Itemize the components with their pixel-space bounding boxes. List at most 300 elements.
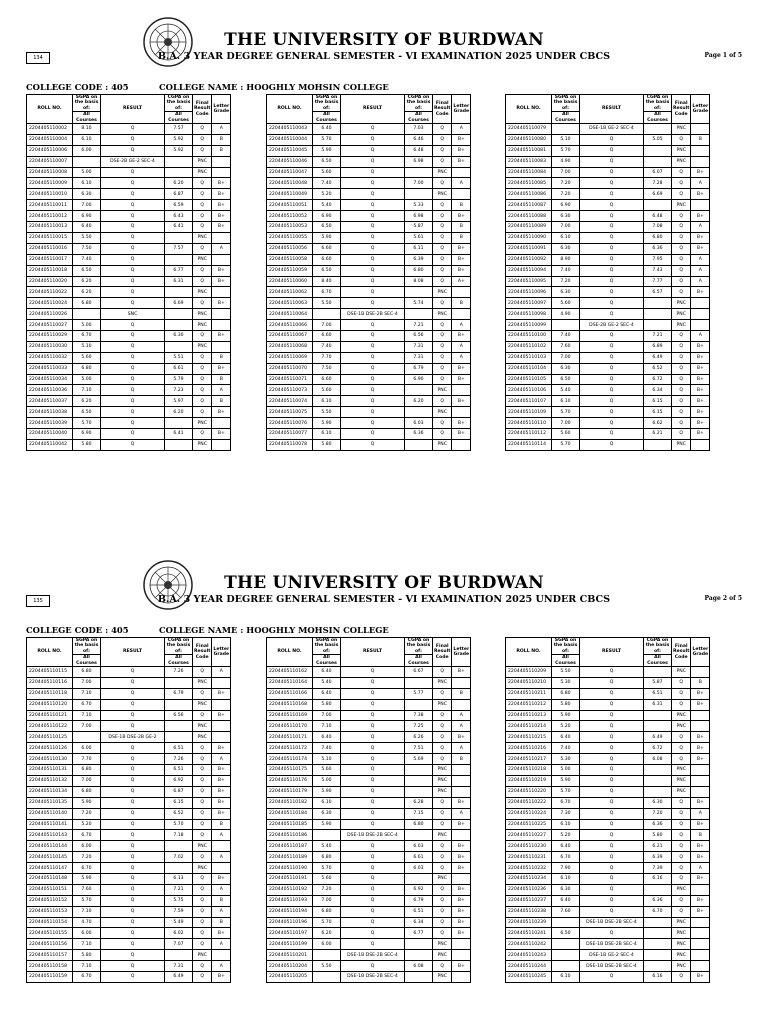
letter-grade-cell: B+ [452,363,471,374]
table-row [267,710,471,721]
sgpa-cell: 8.40 [313,276,341,287]
roll-no-cell: 2204405110105 [506,374,552,385]
roll-no-cell: 2204405110011 [27,200,73,211]
final-result-cell: Q [193,265,212,276]
result-cell: Q [101,178,165,189]
cgpa-cell [405,189,433,200]
header-all-courses: All Courses [552,112,580,124]
header-letter-grade: Letter Grade [452,638,471,667]
sgpa-cell: 6.40 [552,732,580,743]
cgpa-cell: 5.92 [165,145,193,156]
roll-no-cell: 2204405110191 [267,873,313,884]
roll-no-cell: 2204405110225 [506,819,552,830]
table-row [267,232,471,243]
result-cell: Q [101,754,165,765]
final-result-cell: Q [193,145,212,156]
roll-no-cell: 2204405110039 [27,418,73,429]
result-cell: Q [101,830,165,841]
roll-no-cell: 2204405110116 [27,677,73,688]
letter-grade-cell: B+ [212,808,231,819]
table-row [506,222,710,233]
roll-no-cell: 2204405110156 [27,939,73,950]
cgpa-cell: 5.75 [165,895,193,906]
final-result-cell: Q [193,819,212,830]
letter-grade-cell [691,939,710,950]
result-cell: Q [341,341,405,352]
final-result-cell: PNC [193,841,212,852]
letter-grade-cell: B [691,677,710,688]
university-title: THE UNIVERSITY OF BURDWAN [224,573,544,593]
roll-no-cell: 2204405110032 [27,352,73,363]
sgpa-cell: 7.60 [73,884,101,895]
roll-no-cell: 2204405110018 [27,265,73,276]
header-all-courses: All Courses [73,655,101,667]
letter-grade-cell: B+ [212,743,231,754]
letter-grade-cell [452,950,471,961]
sgpa-cell: 6.30 [552,243,580,254]
result-cell: Q [580,439,644,450]
letter-grade-cell: A [691,254,710,265]
sgpa-cell: 6.10 [73,178,101,189]
roll-no-cell: 2204405110063 [267,298,313,309]
cgpa-cell: 5.33 [405,200,433,211]
letter-grade-cell [212,254,231,265]
cgpa-cell [644,950,672,961]
table-row [506,819,710,830]
results-table [26,637,231,983]
result-cell: Q [580,418,644,429]
sgpa-cell: 5.90 [313,819,341,830]
final-result-cell: Q [672,971,691,982]
letter-grade-cell: B+ [212,407,231,418]
table-row [267,156,471,167]
table-row [267,396,471,407]
table-row [27,819,231,830]
result-sheet-page-2 [0,553,768,1024]
sgpa-cell: 6.40 [313,732,341,743]
header-result: RESULT [341,638,405,667]
roll-no-cell: 2204405110189 [267,852,313,863]
final-result-cell: Q [433,254,452,265]
final-result-cell: Q [672,254,691,265]
sgpa-cell: 6.10 [313,797,341,808]
roll-no-cell: 2204405110164 [267,677,313,688]
roll-no-cell: 2204405110175 [267,765,313,776]
roll-no-cell: 2204405110066 [267,320,313,331]
header-cgpa: CGPA on the basis of: [165,638,193,655]
final-result-cell: PNC [672,439,691,450]
roll-no-cell: 2204405110064 [267,309,313,320]
final-result-cell: PNC [672,765,691,776]
final-result-cell: PNC [433,189,452,200]
cgpa-cell: 7.77 [644,276,672,287]
header-roll-no: ROLL NO. [506,95,552,124]
letter-grade-cell: B+ [452,732,471,743]
table-row [506,352,710,363]
roll-no-cell: 2204405110062 [267,287,313,298]
roll-no-cell: 2204405110211 [506,688,552,699]
sgpa-cell: 5.70 [552,439,580,450]
cgpa-cell: 6.21 [644,841,672,852]
result-cell: Q [341,211,405,222]
letter-grade-cell [452,407,471,418]
cgpa-cell: 6.30 [644,797,672,808]
result-cell: Q [101,341,165,352]
final-result-cell: Q [433,906,452,917]
final-result-cell: PNC [193,677,212,688]
table-row [506,677,710,688]
result-cell: Q [341,200,405,211]
table-row [506,667,710,678]
sgpa-cell: 5.70 [552,145,580,156]
cgpa-cell: 6.20 [165,407,193,418]
letter-grade-cell: B+ [452,374,471,385]
sgpa-cell: 7.00 [552,222,580,233]
letter-grade-cell: B+ [212,873,231,884]
result-cell: Q [580,667,644,678]
table-row [506,200,710,211]
roll-no-cell: 2204405110069 [267,352,313,363]
final-result-cell: Q [433,819,452,830]
letter-grade-cell: B+ [212,276,231,287]
results-table [26,94,231,451]
final-result-cell: PNC [433,939,452,950]
letter-grade-cell: B+ [452,667,471,678]
table-row [27,754,231,765]
result-cell: Q [341,407,405,418]
cgpa-cell [405,950,433,961]
final-result-cell: Q [672,222,691,233]
sgpa-cell: 6.30 [552,884,580,895]
letter-grade-cell: A [212,961,231,972]
sgpa-cell: 7.00 [552,167,580,178]
letter-grade-cell [452,939,471,950]
final-result-cell: Q [193,928,212,939]
final-result-cell: Q [433,222,452,233]
cgpa-cell [165,699,193,710]
cgpa-cell [165,320,193,331]
cgpa-cell: 7.95 [644,254,672,265]
cgpa-cell: 6.49 [165,971,193,982]
final-result-cell: PNC [193,418,212,429]
letter-grade-cell: B [212,134,231,145]
result-cell: Q [580,873,644,884]
result-cell: DSE-2B GE-2 SEC-4 [580,320,644,331]
cgpa-cell [165,287,193,298]
sgpa-cell: 6.30 [552,363,580,374]
roll-no-cell: 2204405110038 [27,407,73,418]
roll-no-cell: 2204405110182 [267,797,313,808]
result-cell: Q [101,667,165,678]
table-row [27,852,231,863]
result-cell: DSE-2B GE-2 SEC-4 [101,156,165,167]
roll-no-cell: 2204405110162 [267,667,313,678]
table-row [267,743,471,754]
result-cell: Q [341,841,405,852]
cgpa-cell: 6.48 [644,211,672,222]
letter-grade-cell: B+ [691,211,710,222]
result-cell: DSE-1B DSE-2B SEC-4 [580,917,644,928]
roll-no-cell: 2204405110194 [267,906,313,917]
table-row [506,710,710,721]
letter-grade-cell: B [452,232,471,243]
letter-grade-cell [691,145,710,156]
table-row [27,743,231,754]
roll-no-cell: 2204405110107 [506,396,552,407]
cgpa-cell: 6.98 [405,156,433,167]
cgpa-cell: 5.87 [644,677,672,688]
table-row [267,808,471,819]
header-sgpa: SGPA on the basis of: [313,638,341,655]
table-row [267,797,471,808]
table-row [506,385,710,396]
result-cell: Q [580,971,644,982]
roll-no-cell: 2204405110010 [27,189,73,200]
roll-no-cell: 2204405110059 [267,265,313,276]
cgpa-cell: 6.49 [644,732,672,743]
table-row [27,385,231,396]
table-row [506,895,710,906]
result-cell: Q [580,352,644,363]
header-cgpa: CGPA on the basis of: [405,95,433,112]
roll-no-cell: 2204405110135 [27,797,73,808]
letter-grade-cell [212,418,231,429]
letter-grade-cell [691,775,710,786]
result-cell: Q [341,232,405,243]
roll-no-cell: 2204405110174 [267,754,313,765]
result-cell: Q [101,167,165,178]
final-result-cell: Q [193,178,212,189]
letter-grade-cell: B [691,830,710,841]
roll-no-cell: 2204405110151 [27,884,73,895]
sgpa-cell: 5.00 [73,374,101,385]
header-all-courses: All Courses [644,655,672,667]
final-result-cell: PNC [193,167,212,178]
cgpa-cell: 6.36 [644,819,672,830]
result-cell: Q [101,775,165,786]
sgpa-cell: 7.70 [73,754,101,765]
header-sgpa: SGPA on the basis of: [552,95,580,112]
sgpa-cell: 7.40 [313,743,341,754]
letter-grade-cell [212,841,231,852]
letter-grade-cell: B+ [452,884,471,895]
header-result: RESULT [101,638,165,667]
roll-no-cell: 2204405110074 [267,396,313,407]
final-result-cell: Q [433,743,452,754]
table-row [506,156,710,167]
final-result-cell: Q [672,211,691,222]
letter-grade-cell [452,287,471,298]
cgpa-cell [644,775,672,786]
roll-no-cell: 2204405110243 [506,950,552,961]
cgpa-cell: 6.69 [644,189,672,200]
final-result-cell: Q [433,178,452,189]
sgpa-cell: 6.10 [552,819,580,830]
roll-no-cell: 2204405110227 [506,830,552,841]
final-result-cell: Q [433,243,452,254]
letter-grade-cell: A [452,743,471,754]
roll-no-cell: 2204405110004 [27,134,73,145]
cgpa-cell: 7.21 [644,330,672,341]
final-result-cell: Q [193,243,212,254]
result-cell: Q [341,145,405,156]
final-result-cell: Q [193,797,212,808]
roll-no-cell: 2204405110087 [506,200,552,211]
roll-no-cell: 2204405110220 [506,786,552,797]
cgpa-cell: 6.56 [405,330,433,341]
letter-grade-cell: A [452,178,471,189]
table-row [506,797,710,808]
letter-grade-cell: B+ [691,363,710,374]
cgpa-cell [165,167,193,178]
letter-grade-cell [691,156,710,167]
table-row [506,688,710,699]
letter-grade-cell [452,699,471,710]
sgpa-cell: 6.70 [552,852,580,863]
sgpa-cell: 4.90 [552,156,580,167]
cgpa-cell: 6.20 [165,178,193,189]
sgpa-cell: 5.60 [552,428,580,439]
result-cell: Q [101,765,165,776]
result-cell: Q [341,396,405,407]
result-cell: Q [580,407,644,418]
result-cell: Q [580,765,644,776]
roll-no-cell: 2204405110192 [267,884,313,895]
sgpa-cell [313,950,341,961]
table-row [506,765,710,776]
cgpa-cell [644,439,672,450]
cgpa-cell [165,156,193,167]
cgpa-cell: 6.08 [405,961,433,972]
table-row [506,232,710,243]
cgpa-cell [405,765,433,776]
roll-no-cell: 2204405110118 [27,688,73,699]
roll-no-cell: 2204405110022 [27,287,73,298]
cgpa-cell: 6.80 [644,232,672,243]
table-row [267,352,471,363]
sgpa-cell: 6.20 [313,928,341,939]
final-result-cell: PNC [672,961,691,972]
cgpa-cell [405,939,433,950]
letter-grade-cell: B+ [212,298,231,309]
result-cell: Q [580,743,644,754]
table-row [267,167,471,178]
result-cell: Q [341,852,405,863]
final-result-cell: Q [433,320,452,331]
letter-grade-cell [212,309,231,320]
sgpa-cell: 5.50 [313,298,341,309]
cgpa-cell: 7.31 [165,961,193,972]
header-all-courses: All Courses [644,112,672,124]
roll-no-cell: 2204405110168 [267,699,313,710]
final-result-cell: Q [193,786,212,797]
table-row [506,754,710,765]
letter-grade-cell: B+ [691,688,710,699]
roll-no-cell: 2204405110089 [506,222,552,233]
table-row [267,939,471,950]
sgpa-cell: 6.90 [552,200,580,211]
header-roll-no: ROLL NO. [27,95,73,124]
letter-grade-cell: B+ [212,363,231,374]
final-result-cell: PNC [672,786,691,797]
roll-no-cell: 2204405110109 [506,407,552,418]
final-result-cell: Q [193,830,212,841]
sgpa-cell: 6.70 [73,699,101,710]
result-cell: Q [101,797,165,808]
sgpa-cell: 6.10 [313,396,341,407]
table-row [27,418,231,429]
sgpa-cell: 5.20 [552,830,580,841]
cgpa-cell [644,667,672,678]
table-row [27,775,231,786]
cgpa-cell [405,873,433,884]
table-row [506,265,710,276]
exam-title: B.A. 3 YEAR DEGREE GENERAL SEMESTER - VI EXAMINATION 2025 UNDER CBCS [157,51,611,62]
table-row [27,961,231,972]
result-cell: Q [580,243,644,254]
table-row [267,254,471,265]
final-result-cell: Q [193,428,212,439]
result-cell: Q [101,385,165,396]
sgpa-cell: 5.00 [552,765,580,776]
result-cell: Q [580,265,644,276]
result-cell: Q [101,134,165,145]
table-row [506,276,710,287]
final-result-cell: Q [433,352,452,363]
sgpa-cell [313,309,341,320]
result-cell: Q [341,710,405,721]
letter-grade-cell: B+ [452,928,471,939]
table-row [27,287,231,298]
roll-no-cell: 2204405110122 [27,721,73,732]
cgpa-cell: 6.49 [644,352,672,363]
result-cell: Q [101,939,165,950]
result-cell: Q [580,287,644,298]
letter-grade-cell: B+ [452,863,471,874]
final-result-cell: PNC [193,254,212,265]
table-row [267,754,471,765]
header-all-courses: All Courses [313,655,341,667]
final-result-cell: PNC [433,407,452,418]
table-row [267,200,471,211]
table-row [267,841,471,852]
letter-grade-cell: B+ [212,710,231,721]
letter-grade-cell: B+ [212,200,231,211]
letter-grade-cell [212,320,231,331]
final-result-cell: PNC [433,775,452,786]
roll-no-cell: 2204405110052 [267,211,313,222]
sgpa-cell: 6.10 [552,232,580,243]
table-row [27,884,231,895]
result-cell: Q [101,428,165,439]
cgpa-cell: 6.15 [644,407,672,418]
letter-grade-cell: B+ [691,819,710,830]
final-result-cell: Q [193,189,212,200]
final-result-cell: Q [193,124,212,135]
letter-grade-cell: B+ [452,906,471,917]
letter-grade-cell [452,385,471,396]
sgpa-cell [552,939,580,950]
result-cell: Q [341,873,405,884]
cgpa-cell [644,710,672,721]
cgpa-cell: 6.41 [165,222,193,233]
final-result-cell: Q [672,287,691,298]
table-row [267,276,471,287]
cgpa-cell: 6.92 [165,775,193,786]
roll-no-cell: 2204405110098 [506,309,552,320]
final-result-cell: Q [672,167,691,178]
letter-grade-cell: B+ [691,743,710,754]
